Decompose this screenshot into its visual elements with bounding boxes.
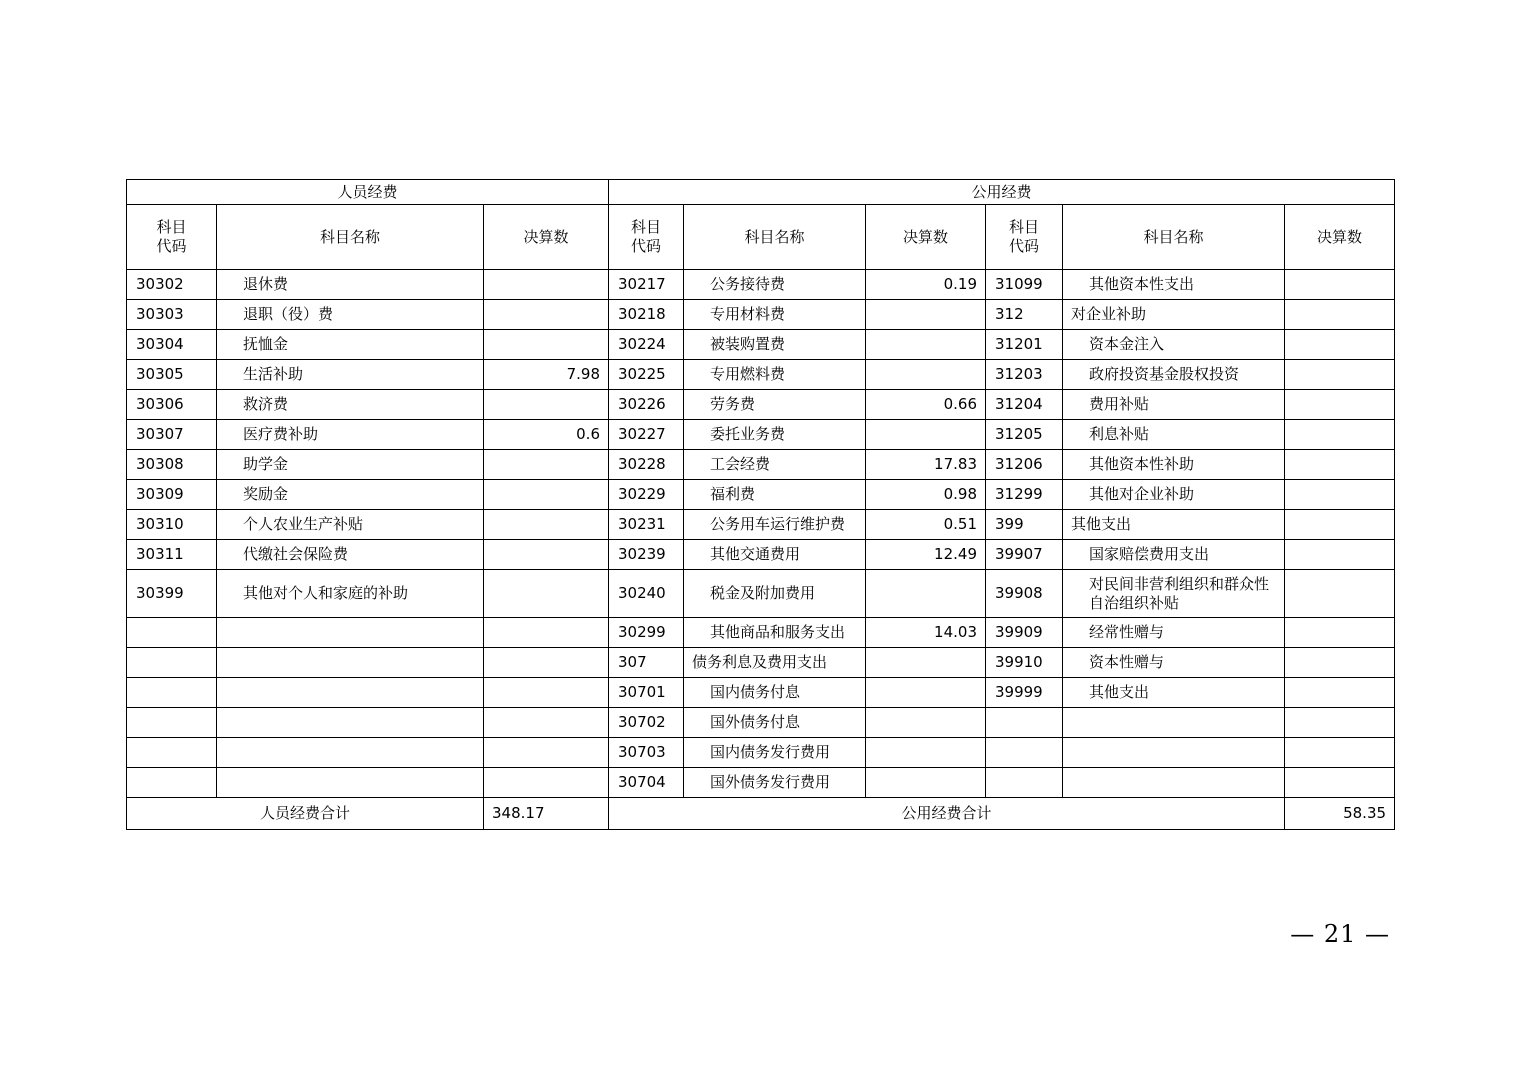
table-row (127, 648, 1395, 678)
public-code: 30704 (609, 768, 684, 798)
public-name: 国内债务付息 (684, 678, 866, 708)
capital-name (1063, 738, 1285, 768)
capital-amount (1285, 360, 1395, 390)
personnel-amount: 0.6 (484, 420, 609, 450)
personnel-amount (484, 300, 609, 330)
public-amount (866, 648, 986, 678)
public-name: 工会经费 (684, 450, 866, 480)
code-header-line2: 代码 (156, 237, 187, 255)
personnel-name: 代缴社会保险费 (217, 540, 484, 570)
public-amount: 12.49 (866, 540, 986, 570)
personnel-amount (484, 708, 609, 738)
personnel-name: 退职（役）费 (217, 300, 484, 330)
public-name: 公务用车运行维护费 (684, 510, 866, 540)
code-header-line1: 科目 (156, 218, 187, 236)
capital-code: 31201 (986, 330, 1063, 360)
public-amount: 17.83 (866, 450, 986, 480)
table-row (127, 330, 1395, 360)
personnel-code: 30308 (127, 450, 217, 480)
personnel-code: 30302 (127, 270, 217, 300)
personnel-amount (484, 648, 609, 678)
personnel-name: 个人农业生产补贴 (217, 510, 484, 540)
public-code: 30701 (609, 678, 684, 708)
personnel-code (127, 648, 217, 678)
public-amount (866, 300, 986, 330)
personnel-code: 30303 (127, 300, 217, 330)
public-code: 30228 (609, 450, 684, 480)
table-row (127, 618, 1395, 648)
capital-name: 其他支出 (1063, 678, 1285, 708)
public-code: 30226 (609, 390, 684, 420)
personnel-amount: 7.98 (484, 360, 609, 390)
personnel-total-value: 348.17 (484, 798, 609, 830)
personnel-amount (484, 450, 609, 480)
name-header: 科目名称 (217, 205, 484, 270)
table-row (127, 390, 1395, 420)
public-name: 福利费 (684, 480, 866, 510)
totals-row (127, 798, 1395, 830)
personnel-code: 30304 (127, 330, 217, 360)
personnel-code: 30305 (127, 360, 217, 390)
capital-amount (1285, 648, 1395, 678)
public-amount (866, 420, 986, 450)
public-name: 债务利息及费用支出 (684, 648, 866, 678)
capital-amount (1285, 330, 1395, 360)
personnel-amount (484, 618, 609, 648)
personnel-amount (484, 480, 609, 510)
personnel-name (217, 768, 484, 798)
personnel-name: 助学金 (217, 450, 484, 480)
capital-code: 31204 (986, 390, 1063, 420)
amount-header: 决算数 (484, 205, 609, 270)
personnel-section-header: 人员经费 (127, 180, 609, 205)
personnel-name: 医疗费补助 (217, 420, 484, 450)
capital-code: 312 (986, 300, 1063, 330)
capital-amount (1285, 678, 1395, 708)
personnel-name: 其他对个人和家庭的补助 (217, 570, 484, 618)
public-name: 其他商品和服务支出 (684, 618, 866, 648)
capital-amount (1285, 708, 1395, 738)
capital-name: 利息补贴 (1063, 420, 1285, 450)
public-name: 国外债务发行费用 (684, 768, 866, 798)
personnel-name: 退休费 (217, 270, 484, 300)
public-total-value: 58.35 (1285, 798, 1395, 830)
personnel-total-label: 人员经费合计 (127, 798, 484, 830)
table-row (127, 738, 1395, 768)
capital-amount (1285, 540, 1395, 570)
public-code: 30231 (609, 510, 684, 540)
personnel-amount (484, 270, 609, 300)
public-code: 30227 (609, 420, 684, 450)
table-row (127, 570, 1395, 618)
capital-code: 39910 (986, 648, 1063, 678)
capital-code: 39907 (986, 540, 1063, 570)
public-code: 30299 (609, 618, 684, 648)
public-code: 30240 (609, 570, 684, 618)
table-row (127, 480, 1395, 510)
capital-code (986, 708, 1063, 738)
capital-name: 国家赔偿费用支出 (1063, 540, 1285, 570)
public-amount: 0.66 (866, 390, 986, 420)
capital-amount (1285, 480, 1395, 510)
personnel-code (127, 678, 217, 708)
personnel-amount (484, 570, 609, 618)
personnel-code: 30399 (127, 570, 217, 618)
name-header: 科目名称 (684, 205, 866, 270)
personnel-code: 30311 (127, 540, 217, 570)
capital-code: 39909 (986, 618, 1063, 648)
personnel-name: 奖励金 (217, 480, 484, 510)
public-code: 30703 (609, 738, 684, 768)
public-section-header: 公用经费 (609, 180, 1395, 205)
capital-amount (1285, 510, 1395, 540)
public-name: 国内债务发行费用 (684, 738, 866, 768)
personnel-amount (484, 390, 609, 420)
personnel-code: 30306 (127, 390, 217, 420)
personnel-amount (484, 540, 609, 570)
public-name: 劳务费 (684, 390, 866, 420)
public-total-label: 公用经费合计 (609, 798, 1285, 830)
personnel-code (127, 738, 217, 768)
code-header-line1: 科目 (630, 218, 661, 236)
table-row (127, 300, 1395, 330)
capital-name: 政府投资基金股权投资 (1063, 360, 1285, 390)
public-name: 专用材料费 (684, 300, 866, 330)
capital-name: 其他支出 (1063, 510, 1285, 540)
public-name: 国外债务付息 (684, 708, 866, 738)
page-number: — 21 — (1290, 920, 1390, 948)
personnel-code: 30310 (127, 510, 217, 540)
public-amount: 0.98 (866, 480, 986, 510)
personnel-amount (484, 510, 609, 540)
capital-code: 31205 (986, 420, 1063, 450)
code-header-line2: 代码 (630, 237, 661, 255)
capital-name: 其他对企业补助 (1063, 480, 1285, 510)
personnel-name (217, 708, 484, 738)
capital-code: 31203 (986, 360, 1063, 390)
name-header: 科目名称 (1063, 205, 1285, 270)
personnel-name: 救济费 (217, 390, 484, 420)
capital-amount (1285, 450, 1395, 480)
capital-amount (1285, 618, 1395, 648)
personnel-name: 生活补助 (217, 360, 484, 390)
capital-amount (1285, 570, 1395, 618)
capital-name: 其他资本性支出 (1063, 270, 1285, 300)
capital-code: 31299 (986, 480, 1063, 510)
table-row (127, 540, 1395, 570)
table-row (127, 510, 1395, 540)
personnel-name (217, 678, 484, 708)
capital-name: 对民间非营利组织和群众性自治组织补贴 (1063, 570, 1285, 618)
capital-name (1063, 708, 1285, 738)
amount-header: 决算数 (1285, 205, 1395, 270)
expenditure-table (126, 179, 1395, 830)
public-name: 公务接待费 (684, 270, 866, 300)
personnel-amount (484, 768, 609, 798)
table-row (127, 270, 1395, 300)
personnel-code (127, 768, 217, 798)
code-header (127, 205, 217, 270)
personnel-code: 30309 (127, 480, 217, 510)
table-row (127, 708, 1395, 738)
capital-name: 资本性赠与 (1063, 648, 1285, 678)
public-code: 30217 (609, 270, 684, 300)
amount-header: 决算数 (866, 205, 986, 270)
capital-amount (1285, 390, 1395, 420)
public-amount (866, 330, 986, 360)
code-header (986, 205, 1063, 270)
public-amount (866, 678, 986, 708)
public-amount (866, 360, 986, 390)
public-amount: 0.19 (866, 270, 986, 300)
capital-name: 经常性赠与 (1063, 618, 1285, 648)
personnel-code: 30307 (127, 420, 217, 450)
column-header-row (127, 205, 1395, 270)
capital-amount (1285, 300, 1395, 330)
capital-name: 费用补贴 (1063, 390, 1285, 420)
personnel-code (127, 708, 217, 738)
capital-name: 其他资本性补助 (1063, 450, 1285, 480)
public-code: 30702 (609, 708, 684, 738)
public-amount (866, 570, 986, 618)
personnel-amount (484, 678, 609, 708)
personnel-name (217, 618, 484, 648)
public-name: 专用燃料费 (684, 360, 866, 390)
public-amount: 0.51 (866, 510, 986, 540)
capital-name (1063, 768, 1285, 798)
public-code: 307 (609, 648, 684, 678)
public-code: 30229 (609, 480, 684, 510)
table-row (127, 768, 1395, 798)
capital-name: 资本金注入 (1063, 330, 1285, 360)
public-amount (866, 768, 986, 798)
capital-name: 对企业补助 (1063, 300, 1285, 330)
public-name: 委托业务费 (684, 420, 866, 450)
public-code: 30224 (609, 330, 684, 360)
table-row (127, 450, 1395, 480)
public-code: 30218 (609, 300, 684, 330)
capital-code: 39908 (986, 570, 1063, 618)
capital-amount (1285, 420, 1395, 450)
capital-code (986, 768, 1063, 798)
public-code: 30239 (609, 540, 684, 570)
public-amount: 14.03 (866, 618, 986, 648)
table-row (127, 678, 1395, 708)
personnel-code (127, 618, 217, 648)
capital-code: 39999 (986, 678, 1063, 708)
capital-code: 31206 (986, 450, 1063, 480)
section-header-row (127, 180, 1395, 205)
personnel-name (217, 648, 484, 678)
public-name: 税金及附加费用 (684, 570, 866, 618)
capital-code: 31099 (986, 270, 1063, 300)
capital-amount (1285, 270, 1395, 300)
capital-code: 399 (986, 510, 1063, 540)
code-header (609, 205, 684, 270)
personnel-amount (484, 738, 609, 768)
personnel-name: 抚恤金 (217, 330, 484, 360)
personnel-name (217, 738, 484, 768)
public-code: 30225 (609, 360, 684, 390)
table-row (127, 420, 1395, 450)
public-amount (866, 708, 986, 738)
public-name: 被装购置费 (684, 330, 866, 360)
public-name: 其他交通费用 (684, 540, 866, 570)
capital-amount (1285, 738, 1395, 768)
capital-code (986, 738, 1063, 768)
public-amount (866, 738, 986, 768)
capital-amount (1285, 768, 1395, 798)
table-row (127, 360, 1395, 390)
personnel-amount (484, 330, 609, 360)
code-header-line2: 代码 (1008, 237, 1039, 255)
code-header-line1: 科目 (1008, 218, 1039, 236)
